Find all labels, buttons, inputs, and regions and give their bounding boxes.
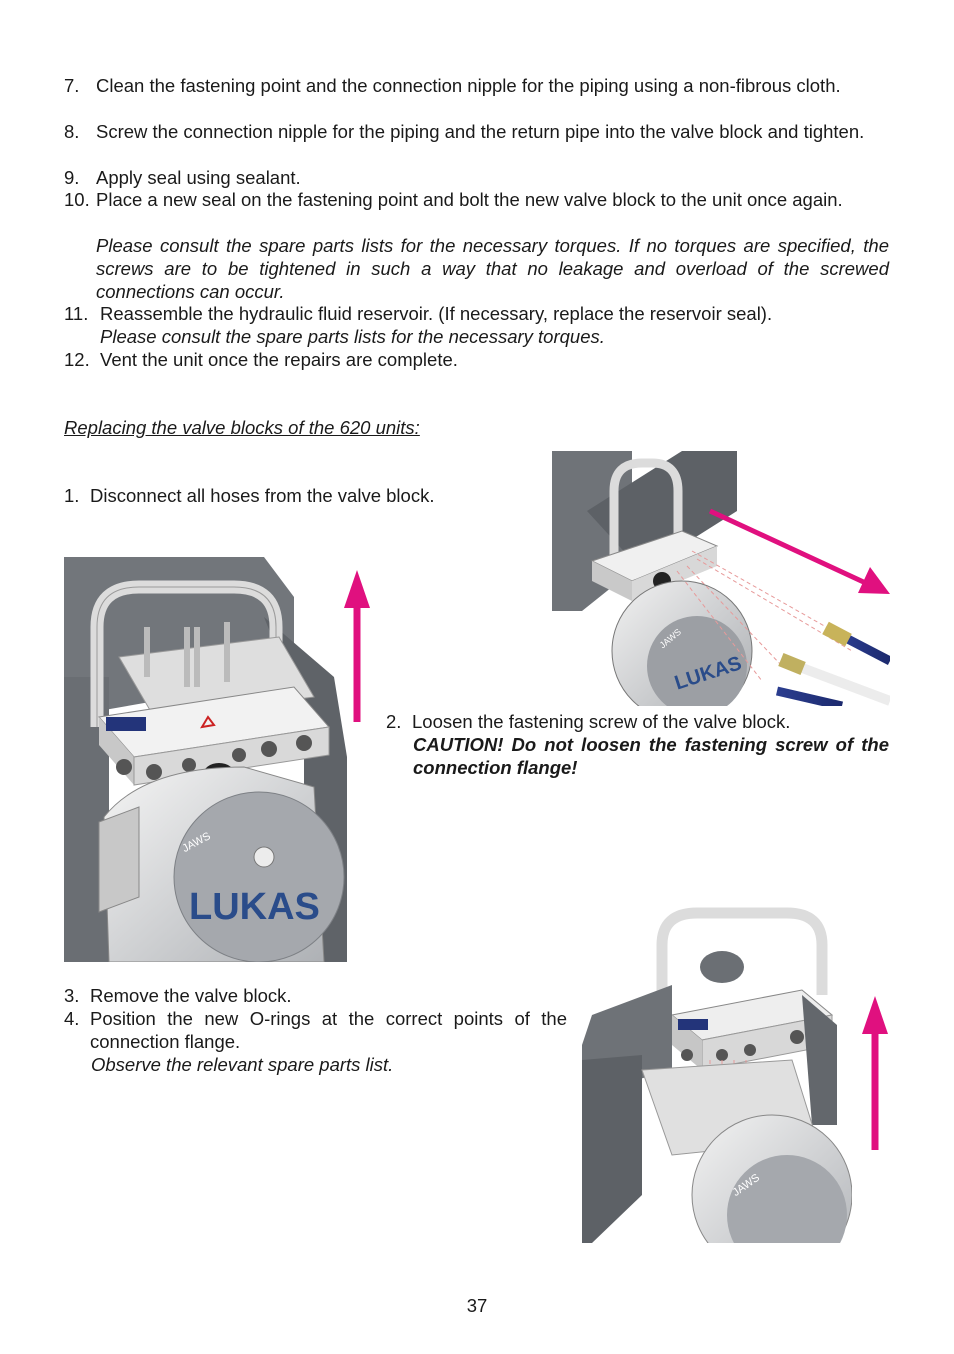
step-text: Position the new O-rings at the correct points of the connection flange. — [90, 1008, 567, 1052]
lift-arrow-icon-2 — [858, 996, 892, 1152]
step-number: 7. — [64, 75, 80, 96]
step-12 — [64, 348, 889, 371]
step-8 — [64, 120, 889, 166]
step-number: 1. — [64, 485, 80, 506]
step-number: 12. — [64, 349, 90, 370]
step-number: 9. — [64, 167, 80, 188]
step-note: Please consult the spare parts lists for the necessary torques. If no torques are specified, the screws are to be tightened in such a way that no leakage and overload of the screwed connections can occur. — [96, 235, 889, 302]
step-number: 3. — [64, 985, 80, 1006]
page-number: 37 — [466, 1295, 488, 1316]
brand-label: LUKAS — [672, 652, 745, 695]
step-text: Vent the unit once the repairs are complete. — [100, 349, 458, 370]
step-9 — [64, 166, 889, 189]
step-10 — [64, 188, 889, 303]
jaws-label: JAWS — [730, 1171, 763, 1199]
valve-block-removed-photo — [582, 895, 852, 1243]
jaws-label: JAWS — [657, 626, 683, 651]
step-text: Reassemble the hydraulic fluid reservoir. (If necessary, replace the reservoir seal). — [100, 303, 773, 324]
step-text: Place a new seal on the fastening point and bolt the new valve block to the unit once again. — [96, 189, 843, 210]
step-2 — [386, 710, 889, 780]
step-4 — [64, 1007, 567, 1077]
step-note: Please consult the spare parts lists for the necessary torques. — [100, 326, 605, 347]
step-note: Observe the relevant spare parts list. — [91, 1054, 394, 1075]
step-number: 4. — [64, 1008, 80, 1029]
jaws-label: JAWS — [180, 830, 213, 855]
step-text: Disconnect all hoses from the valve block. — [90, 485, 435, 506]
section-heading: Replacing the valve blocks of the 620 units: — [64, 417, 420, 438]
step-text: Loosen the fastening screw of the valve block. — [412, 711, 791, 732]
step-1 — [64, 484, 494, 507]
step-7 — [64, 74, 889, 120]
step-text: Apply seal using sealant. — [96, 167, 301, 188]
step-number: 10. — [64, 189, 90, 210]
caution-text: CAUTION! Do not loosen the fastening screw of the connection flange! — [413, 734, 889, 778]
valve-block-screws-photo — [64, 557, 347, 962]
lift-arrow-icon — [340, 570, 374, 725]
step-number: 2. — [386, 711, 402, 732]
step-3 — [64, 984, 564, 1007]
step-text: Screw the connection nipple for the piping and the return pipe into the valve block and tighten. — [96, 121, 865, 142]
hose-disconnect-photo — [552, 451, 890, 706]
step-11 — [64, 302, 889, 348]
step-text: Clean the fastening point and the connection nipple for the piping using a non-fibrous cloth. — [96, 75, 841, 96]
brand-label: LUKAS — [189, 886, 320, 928]
step-number: 8. — [64, 121, 80, 142]
step-text: Remove the valve block. — [90, 985, 292, 1006]
step-number: 11. — [64, 303, 89, 324]
